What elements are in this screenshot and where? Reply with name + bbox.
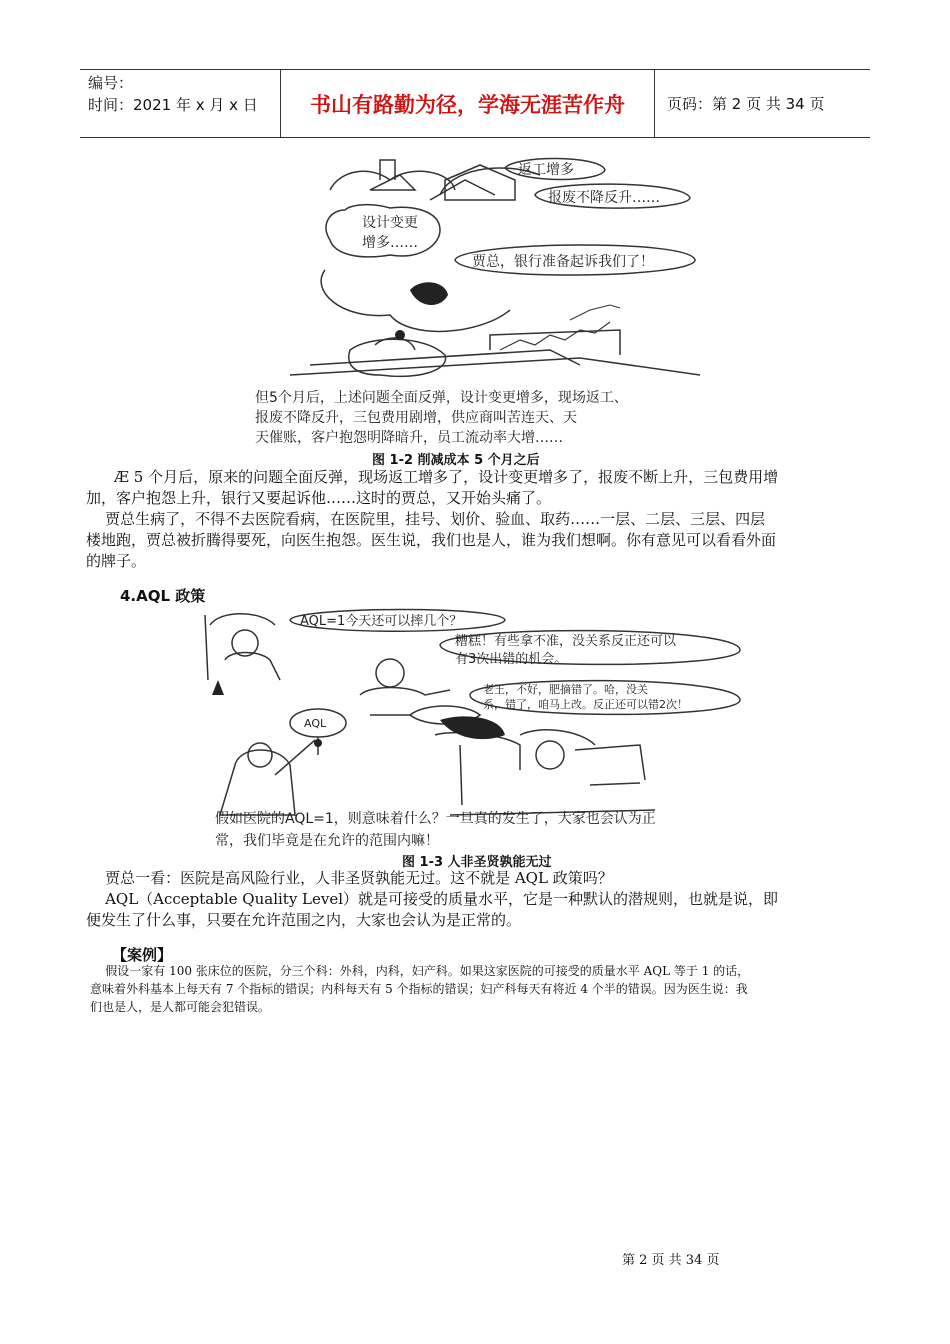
figure1-text-line1: 但5个月后，上述问题全面反弹，设计变更增多，现场返工、 [255, 390, 628, 406]
paragraph-2-line-3: 的牌子。 [86, 552, 147, 570]
bubble-aql-today: AQL=1今天还可以摔几个？ [300, 614, 463, 629]
figure1-text-line3: 天催账，客户抱怨明降暗升，员工流动率大增…… [255, 430, 563, 445]
paragraph-4-line-1: AQL（Acceptable Quality Level）就是可接受的质量水平，它是一种默认的潜规则，也就是说，即 [86, 890, 779, 908]
figure-1-3-caption: 图 1-3 人非圣贤孰能无过 [402, 855, 552, 870]
paragraph-3: 贾总一看：医院是高风险行业，人非圣贤孰能无过。这不就是 AQL 政策吗？ [86, 869, 613, 887]
bubble-bank: 贾总，银行准备起诉我们了！ [472, 254, 654, 270]
bubble-wang-line-1: 老王，不好，肥摘错了。哈，没关 [483, 683, 648, 696]
case-line-3: 们也是人，是人都可能会犯错误。 [90, 1000, 271, 1014]
paragraph-2-line-2: 楼地跑，贾总被折腾得要死，向医生抱怨。医生说，我们也是人，谁为我们想啊。你有意见可以看看外面 [86, 531, 777, 549]
page-header [80, 69, 870, 138]
figure-1-2-caption: 图 1-2 削减成本 5 个月之后 [372, 453, 540, 468]
bubble-design-1: 设计变更 [362, 215, 418, 231]
number-label: 编号： [88, 74, 134, 92]
case-body [90, 962, 862, 1016]
figure-1-3-illustration [200, 605, 745, 855]
paragraph-1 [86, 467, 862, 509]
header-motto: 书山有路勤为径，学海无涯苦作舟 [281, 70, 655, 137]
bubble-design-2: 增多…… [362, 235, 418, 251]
figure2-text-line2: 常，我们毕竟是在允许的范围内嘛！ [215, 833, 439, 849]
aql-sign-text: AQL [304, 717, 327, 730]
date-label: 时间：2021 年 x 月 x 日 [88, 96, 258, 114]
case-line-2: 意味着外科基本上每天有 7 个指标的错误；内科每天有 5 个指标的错误；妇产科每天有将近 4 个半的错误。因为医生说：我 [90, 982, 748, 996]
paragraph-1-line-1: Æ 5 个月后，原来的问题全面反弹，现场返工增多了，设计变更增多了，报废不断上升，三包费用增 [114, 468, 779, 486]
bubble-wang-line-2: 系，错了，咱马上改。反正还可以错2次！ [483, 698, 688, 711]
bubble-oops-line-2: 有3次出错的机会。 [455, 652, 568, 667]
figure-1-2-illustration [250, 150, 700, 445]
bubble-oops-line-1: 糟糕！有些拿不准，没关系反正还可以 [455, 634, 677, 649]
bubble-scrap: 报废不降反升…… [548, 190, 660, 206]
paragraph-4 [86, 889, 862, 931]
figure1-text-line2: 报废不降反升，三包费用剧增，供应商叫苦连天、天 [255, 410, 577, 426]
header-meta [80, 70, 281, 137]
paragraph-2-line-1: 贾总生病了，不得不去医院看病，在医院里，挂号、划价、验血、取药……一层、二层、三层、四层 [86, 510, 766, 528]
footer-page-number: 第 2 页 共 34 页 [622, 1253, 720, 1268]
paragraph-2 [86, 509, 862, 572]
paragraph-1-line-2: 加，客户抱怨上升，银行又要起诉他……这时的贾总，又开始头痛了。 [86, 489, 552, 507]
header-page-info: 页码：第 2 页 共 34 页 [667, 95, 825, 113]
paragraph-4-line-2: 便发生了什么事，只要在允许范围之内，大家也会认为是正常的。 [86, 911, 522, 929]
case-line-1: 假设一家有 100 张床位的医院，分三个科：外科，内科，妇产科。如果这家医院的可接受的质量水平 AQL 等于 1 的话， [90, 964, 750, 978]
section-title: 4.AQL 政策 [120, 587, 206, 605]
bubble-rework: 返工增多 [518, 162, 574, 178]
figure2-text-line1: 假如医院的AQL=1，则意味着什么？一旦真的发生了，大家也会认为正 [215, 811, 656, 827]
case-title: 【案例】 [112, 946, 173, 964]
